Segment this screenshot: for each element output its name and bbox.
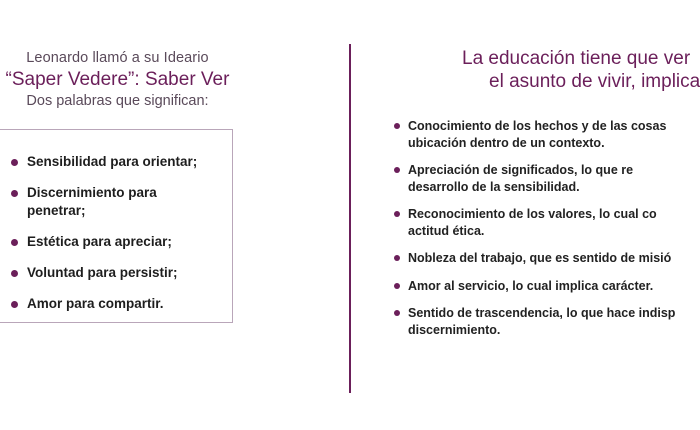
list-item-text-cont: penetrar;: [27, 202, 86, 218]
list-item: [394, 206, 700, 239]
list-item-text: Conocimiento de los hechos y de las cosas: [408, 119, 667, 133]
list-item: [394, 118, 700, 151]
list-item: [11, 264, 221, 282]
bullet-icon: [11, 301, 18, 308]
bullet-icon: [11, 270, 18, 277]
left-list-box: [0, 129, 233, 323]
bullet-icon: [394, 167, 400, 173]
list-item-text: Apreciación de significados, lo que re: [408, 163, 634, 177]
list-item: [11, 184, 221, 219]
left-heading-title: “Saper Vedere”: Saber Ver: [5, 69, 230, 90]
bullet-icon: [11, 190, 18, 197]
left-heading-subtitle: Dos palabras que significan:: [26, 93, 209, 109]
left-heading: [0, 48, 235, 111]
bullet-icon: [394, 310, 400, 316]
right-heading: [462, 47, 700, 93]
list-item-text: Amor al servicio, lo cual implica carácter.: [408, 278, 654, 293]
bullet-icon: [394, 123, 400, 129]
list-item: [394, 305, 700, 338]
bullet-icon: [394, 211, 400, 217]
list-item-text-cont: actitud ética.: [408, 223, 485, 238]
vertical-divider: [349, 44, 351, 393]
list-item: [11, 153, 221, 171]
list-item-text: Sensibilidad para orientar;: [27, 154, 198, 169]
right-list: [394, 118, 700, 349]
left-heading-intro: Leonardo llamó a su Ideario: [26, 50, 209, 66]
list-item-text: Sentido de trascendencia, lo que hace indisp: [408, 306, 676, 320]
list-item-text-cont: desarrollo de la sensibilidad.: [408, 179, 580, 194]
list-item-text: Reconocimiento de los valores, lo cual co: [408, 207, 657, 221]
bullet-icon: [394, 255, 400, 261]
bullet-icon: [11, 159, 18, 166]
list-item-text: Nobleza del trabajo, que es sentido de misió: [408, 251, 672, 265]
right-heading-line1: La educación tiene que ver: [462, 48, 691, 69]
list-item: [394, 278, 700, 295]
list-item: [394, 250, 700, 267]
list-item-text: Discernimiento para: [27, 185, 157, 200]
list-item-text: Estética para apreciar;: [27, 233, 172, 249]
list-item-text: Voluntad para persistir;: [27, 264, 178, 280]
right-heading-line2: el asunto de vivir, implica: [489, 71, 700, 92]
left-list: [11, 153, 221, 326]
list-item-text-cont: ubicación dentro de un contexto.: [408, 135, 605, 150]
list-item-text: Amor para compartir.: [27, 295, 164, 311]
list-item: [394, 162, 700, 195]
bullet-icon: [394, 283, 400, 289]
list-item: [11, 233, 221, 251]
bullet-icon: [11, 239, 18, 246]
list-item-text-cont: discernimiento.: [408, 322, 501, 337]
list-item: [11, 295, 221, 313]
